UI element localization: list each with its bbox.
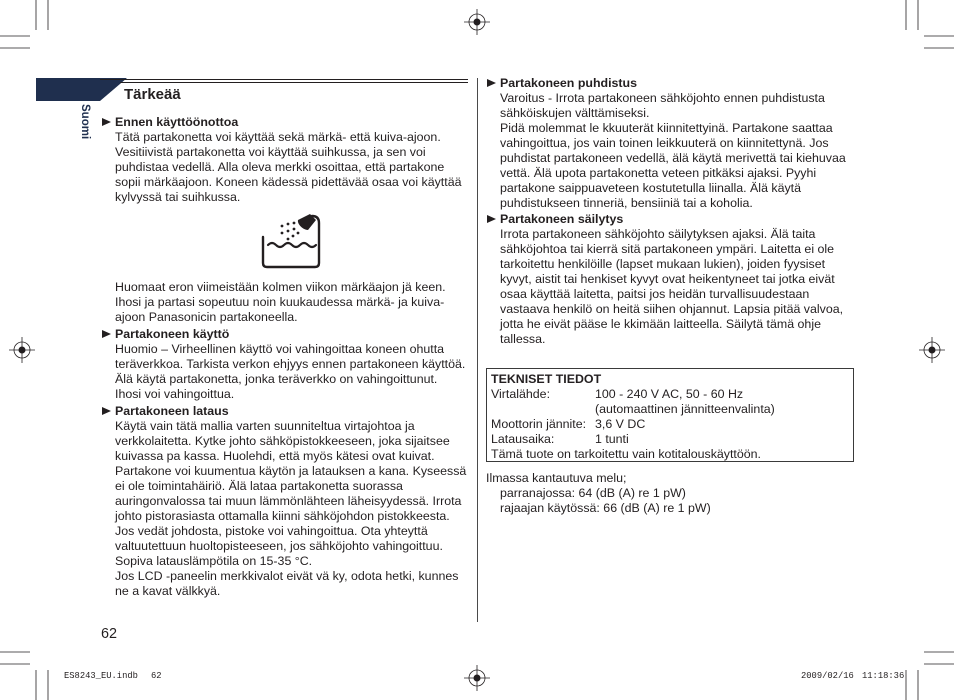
water-drops — [281, 222, 300, 241]
body-line: Varoitus - Irrota partakoneen sähköjohto ennen puhdistusta — [500, 90, 825, 105]
section-before-use — [115, 115, 461, 205]
bullet-arrow-icon — [487, 79, 496, 87]
heading-text: Ennen käyttöönottoa — [115, 114, 239, 129]
body-line: teräverkkoa. Tarkista verkon ehjyys ennen partakoneen käyttöä. — [115, 356, 466, 371]
body-line: osaa käyttää laitetta, paitsi jos heidän turvallisuudestaan — [500, 286, 810, 301]
body-line: Ihosi ja partasi sopeutuu noin kuukaudessa märkä- ja kuiva- — [115, 294, 445, 309]
drop — [292, 235, 295, 238]
crop-mark-bottom-left — [0, 652, 48, 700]
body-line: Vesitiivistä partakonetta voi käyttää suihkussa, ja sen voi — [115, 144, 426, 159]
body-line: puhdistukseen tinneriä, bensiiniä tai a koholia. — [500, 195, 753, 210]
spec-value: (automaattinen jännitteenvalinta) — [595, 401, 775, 416]
registration-ring — [469, 670, 485, 686]
body-line: Huomaat eron viimeistään kolmen viikon märkäajon jä keen. — [115, 279, 446, 294]
drop — [293, 222, 296, 225]
drop — [287, 223, 290, 226]
body-line: valtuutettuun huoltopisteeseen, jos sähköjohto vahingoittuu. — [115, 538, 443, 553]
heading-text: Partakoneen puhdistus — [500, 75, 638, 90]
spec-row-charge-time — [491, 432, 849, 447]
section-heading — [115, 327, 465, 342]
section-heading — [115, 404, 466, 419]
drop — [287, 230, 290, 233]
registration-center — [19, 347, 26, 354]
body-line: sähköiskujen välttämiseksi. — [500, 105, 650, 120]
body-line: Jos LCD -paneelin merkkivalot eivät vä ky, odota hetki, kunnes — [115, 568, 459, 583]
registration-ring — [14, 342, 30, 358]
drop — [281, 225, 284, 228]
spec-label: Latausaika: — [491, 431, 555, 446]
registration-mark-left-icon — [9, 337, 35, 363]
body-line: vahingoittua, jos vain toinen leikkuuterä on kiinnitettynä. Jos — [500, 135, 829, 150]
spec-row-power-continued — [491, 402, 849, 417]
noise-line: rajaajan käytössä: 66 (dB (A) re 1 pW) — [500, 500, 711, 515]
slug-file-name: ES8243_EU.indb — [64, 671, 138, 681]
spec-row-power — [491, 387, 849, 402]
body-line: sähköjohtoa tai kierrä sitä partakoneen ympäri. Laitetta ei ole — [500, 241, 835, 256]
body-line: Älä käytä partakonetta, jonka teräverkko on vahingoittunut. — [115, 371, 438, 386]
body-line: vettä. Älä upota partakonetta veteen pitkäksi ajaksi. Pyyhi — [500, 165, 817, 180]
body-line: Tätä partakonetta voi käyttää sekä märkä- että kuiva-ajoon. — [115, 129, 441, 144]
body-line: kyvyt, aistit tai henkiset kyvyt ovat heikentyneet tai jotka eivät — [500, 271, 835, 286]
slug-time: 11:18:36 — [862, 671, 905, 681]
crop-mark-top-right — [906, 0, 954, 48]
heading-text: Partakoneen käyttö — [115, 326, 230, 341]
body-line: auringonvalossa tai muun lämmönlähteen läheisyydessä. Irrota — [115, 493, 462, 508]
crop-mark-top-left — [0, 0, 48, 48]
body-line: vastaava henkilö on heitä siihen ohjannut. Lapsia pitää valvoa, — [500, 301, 844, 316]
drop — [287, 238, 290, 241]
body-line: Käytä vain tätä mallia varten suunniteltua virtajohtoa ja — [115, 418, 415, 433]
slug-page: 62 — [151, 671, 162, 681]
section-heading — [500, 212, 843, 227]
section-heading — [500, 76, 846, 91]
section-usage — [115, 327, 465, 402]
language-tab: Suomi — [79, 104, 91, 140]
body-line: Huomio – Virheellinen käyttö voi vahingoittaa koneen ohutta — [115, 341, 445, 356]
section-title: Tärkeää — [124, 86, 181, 103]
technical-specs-box — [486, 368, 854, 462]
drop — [297, 232, 300, 235]
body-line: tarkoitettu henkilöille (lapset mukaan lukien), joiden fyysiset — [500, 256, 826, 271]
registration-ring — [924, 342, 940, 358]
drop — [281, 232, 284, 235]
section-after-symbol — [115, 280, 446, 325]
body-line: Partakone voi kuumentua käytön ja latauksen a kana. Kyseessä — [115, 463, 467, 478]
bathtub-shower-icon — [258, 212, 324, 272]
noise-line: parranajossa: 64 (dB (A) re 1 pW) — [500, 485, 686, 500]
spec-label: Virtalähde: — [491, 386, 551, 401]
registration-mark-right-icon — [919, 337, 945, 363]
page-number: 62 — [101, 625, 118, 642]
body-line: puhdistat partakoneen vedellä, älä käytä merivettä tai kiehuvaa — [500, 150, 846, 165]
column-divider — [477, 78, 478, 622]
crop-mark-bottom-right — [906, 652, 954, 700]
section-storage — [500, 212, 843, 347]
body-line: puhdistaa vedellä. Alla oleva merkki osoittaa, että partakone — [115, 159, 445, 174]
spec-value: 100 - 240 V AC, 50 - 60 Hz — [595, 386, 744, 401]
heading-text: Partakoneen lataus — [115, 403, 229, 418]
bullet-arrow-icon — [487, 215, 496, 223]
body-line: Jos vedät johdosta, pistoke voi vahingoittua. Ota yhteyttä — [115, 523, 428, 538]
slug-date: 2009/02/16 — [801, 671, 854, 681]
registration-mark-top-icon — [464, 9, 490, 35]
body-line: Ihosi voi vahingoittua. — [115, 386, 235, 401]
body-line: Sopiva latauslämpötila on 15-35 °C. — [115, 553, 313, 568]
body-line: partakone saippuaveteen kostutetulla liinalla. Älä käytä — [500, 180, 802, 195]
section-tab-block — [36, 78, 100, 101]
body-line: sopii märkäajoon. Koneen kädessä pidettävää osaa voi käyttää — [115, 174, 462, 189]
bullet-arrow-icon — [102, 407, 111, 415]
header-rule-top — [100, 79, 468, 80]
spec-label: Moottorin jännite: — [491, 416, 587, 431]
registration-center — [929, 347, 936, 354]
section-noise — [486, 471, 711, 516]
specs-title: TEKNISET TIEDOT — [491, 371, 602, 386]
body-line: Irrota partakoneen sähköjohto säilytyksen ajaksi. Älä taita — [500, 226, 816, 241]
section-charging — [115, 404, 466, 599]
spec-row-motor — [491, 417, 849, 432]
body-line: kylvyssä tai suihkussa. — [115, 189, 241, 204]
body-line: ne a kavat välkkyä. — [115, 583, 221, 598]
header-rule-bottom — [120, 82, 468, 83]
water-wave — [268, 243, 316, 247]
body-line: kuivassa pa kassa. Huolehdi, että myös kätesi ovat kuivat. — [115, 448, 435, 463]
body-line: verkkolaitetta. Kytke johto sähköpistokkeeseen, joka sijaitsee — [115, 433, 450, 448]
registration-mark-bottom-icon — [464, 665, 490, 691]
body-line: tallessa. — [500, 331, 546, 346]
bullet-arrow-icon — [102, 118, 111, 126]
registration-center — [474, 19, 481, 26]
drop — [293, 228, 296, 231]
specs-note: Tämä tuote on tarkoitettu vain kotitalouskäyttöön. — [491, 446, 761, 461]
noise-title: Ilmassa kantautuva melu; — [486, 470, 627, 485]
body-line: ajoon Panasonicin partakoneella. — [115, 309, 298, 324]
bullet-arrow-icon — [102, 330, 111, 338]
body-line: Pidä molemmat le kkuuterät kiinnitettyinä. Partakone saattaa — [500, 120, 833, 135]
section-cleaning — [500, 76, 846, 211]
spec-value: 3,6 V DC — [595, 416, 646, 431]
body-line: ei ole toimintahäiriö. Älä lataa partakonetta suorassa — [115, 478, 403, 493]
registration-center — [474, 675, 481, 682]
section-heading — [115, 115, 461, 130]
registration-ring — [469, 14, 485, 30]
spec-value: 1 tunti — [595, 431, 629, 446]
body-line: johto pistorasiasta ottamalla kiinni sähköjohdon pistokkeesta. — [115, 508, 450, 523]
body-line: jotta he eivät pääse le kkimään laitteella. Säilytä tämä ohje — [500, 316, 821, 331]
heading-text: Partakoneen säilytys — [500, 211, 624, 226]
